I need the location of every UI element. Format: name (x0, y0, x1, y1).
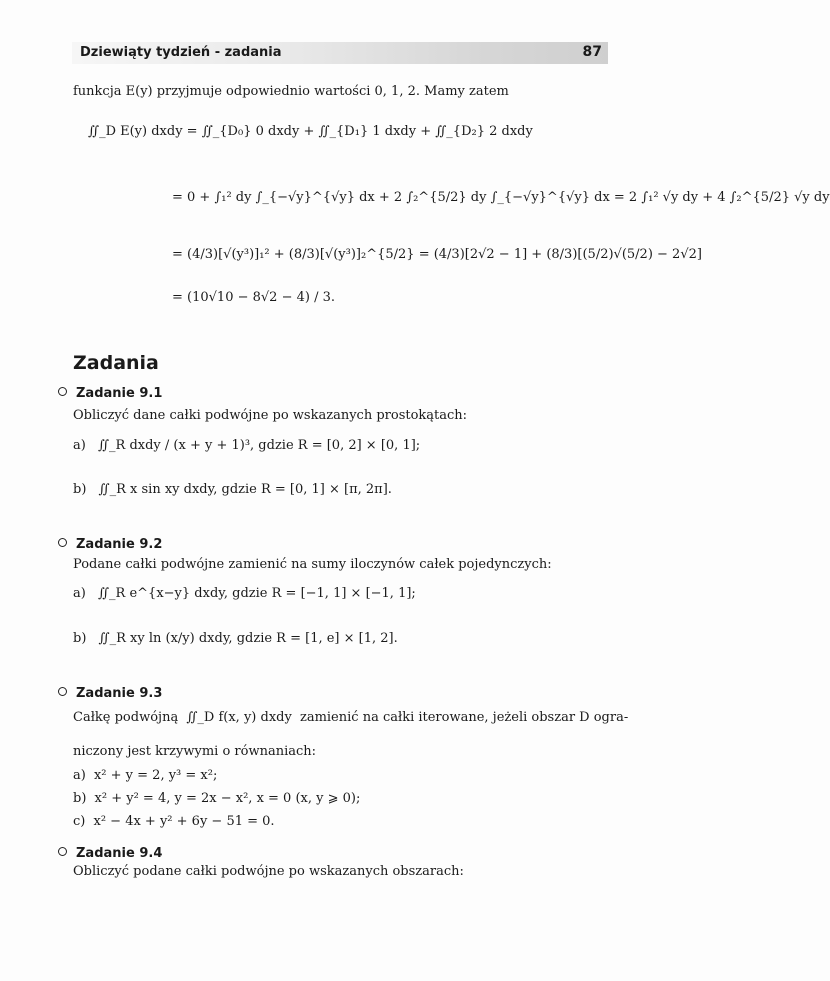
item-expression: ∬_R x sin xy dxdy, gdzie R = [0, 1] × [π, 2π]. (98, 482, 392, 497)
problem-9-1-statement: Obliczyć dane całki podwójne po wskazanych prostokątach: (73, 408, 468, 423)
problem-9-1-item-b (73, 482, 392, 497)
bullet-circle-icon (58, 687, 67, 696)
statement-integral: ∬_D f(x, y) dxdy (186, 710, 292, 725)
equation-line-4: = (10√10 − 8√2 − 4) / 3. (172, 290, 335, 305)
item-expression: x² + y = 2, y³ = x²; (93, 768, 218, 783)
item-expression: x² − 4x + y² + 6y − 51 = 0. (93, 814, 275, 829)
problem-9-4-heading (58, 846, 162, 861)
problem-9-1-title: Zadanie 9.1 (76, 386, 163, 401)
item-expression: ∬_R e^{x−y} dxdy, gdzie R = [−1, 1] × [−1, 1]; (97, 586, 416, 601)
problem-9-4-title: Zadanie 9.4 (76, 846, 163, 861)
equation-line-1: ∬_D E(y) dxdy = ∬_{D₀} 0 dxdy + ∬_{D₁} 1 dxdy + ∬_{D₂} 2 dxdy (88, 124, 533, 139)
equation-line-3: = (4/3)[√(y³)]₁² + (8/3)[√(y³)]₂^{5/2} = (4/3)[2√2 − 1] + (8/3)[(5/2)√(5/2) − 2√2] (172, 247, 702, 262)
problem-9-3-heading (58, 686, 162, 701)
problem-9-3-statement-line2: niczony jest krzywymi o równaniach: (73, 744, 317, 759)
running-header (72, 42, 608, 64)
problem-9-3-statement-line1 (73, 710, 628, 725)
section-title: Zadania (73, 352, 159, 374)
problem-9-2-statement: Podane całki podwójne zamienić na sumy iloczynów całek pojedynczych: (73, 557, 552, 572)
problem-9-2-title: Zadanie 9.2 (76, 537, 163, 552)
page-number: 87 (582, 44, 602, 60)
problem-9-3-title: Zadanie 9.3 (76, 686, 163, 701)
bullet-circle-icon (58, 847, 67, 856)
item-label: b) (73, 482, 87, 497)
problem-9-3-item-b (73, 791, 360, 806)
bullet-circle-icon (58, 538, 67, 547)
equation-line-2: = 0 + ∫₁² dy ∫_{−√y}^{√y} dx + 2 ∫₂^{5/2} dy ∫_{−√y}^{√y} dx = 2 ∫₁² √y dy + 4 ∫₂^{5/2} √y dy (172, 190, 830, 205)
item-label: a) (73, 768, 86, 783)
item-label: c) (73, 814, 86, 829)
problem-9-3-item-a (73, 768, 217, 783)
problem-9-2-heading (58, 537, 162, 552)
statement-part-a: Całkę podwójną (73, 710, 179, 725)
item-label: b) (73, 791, 87, 806)
problem-9-2-item-a (73, 586, 416, 601)
statement-part-b: zamienić na całki iterowane, jeżeli obszar D ogra- (299, 710, 629, 725)
item-label: b) (73, 631, 87, 646)
problem-9-2-item-b (73, 631, 398, 646)
problem-9-1-item-a (73, 438, 420, 453)
item-expression: x² + y² = 4, y = 2x − x², x = 0 (x, y ⩾ 0); (94, 791, 361, 806)
item-expression: ∬_R xy ln (x/y) dxdy, gdzie R = [1, e] × [1, 2]. (98, 631, 398, 646)
problem-9-4-statement: Obliczyć podane całki podwójne po wskazanych obszarach: (73, 864, 464, 879)
item-label: a) (73, 586, 86, 601)
problem-9-1-heading (58, 386, 162, 401)
intro-text: funkcja E(y) przyjmuje odpowiednio wartości 0, 1, 2. Mamy zatem (73, 84, 509, 99)
item-label: a) (73, 438, 86, 453)
header-title: Dziewiąty tydzień - zadania (80, 45, 282, 60)
bullet-circle-icon (58, 387, 67, 396)
item-expression: ∬_R dxdy / (x + y + 1)³, gdzie R = [0, 2] × [0, 1]; (97, 438, 421, 453)
problem-9-3-item-c (73, 814, 275, 829)
